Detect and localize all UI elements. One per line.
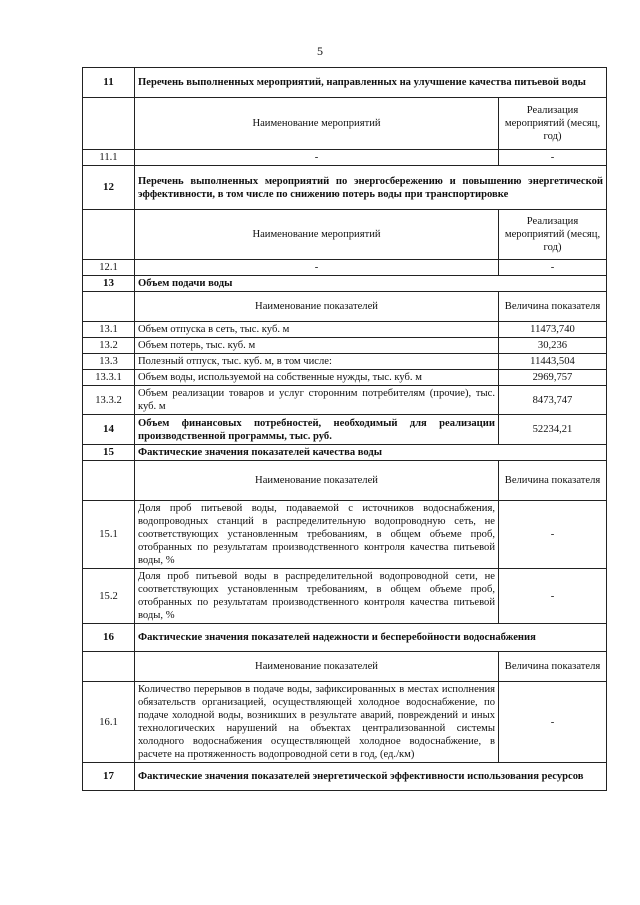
column-header-name: Наименование показателей	[135, 652, 499, 682]
column-header-name: Наименование мероприятий	[135, 210, 499, 260]
report-table	[82, 67, 607, 791]
section-16-header	[83, 624, 607, 652]
table-row	[83, 370, 607, 386]
row-number: 13.3.1	[83, 370, 135, 386]
section-12-header	[83, 166, 607, 210]
table-row	[83, 150, 607, 166]
section-17-header	[83, 763, 607, 791]
row-name: Объем потерь, тыс. куб. м	[135, 338, 499, 354]
table-row	[83, 386, 607, 415]
column-header-value: Реализация мероприятий (месяц, год)	[499, 210, 607, 260]
row-number: 16.1	[83, 682, 135, 763]
row-value: 8473,747	[499, 386, 607, 415]
section-title: Перечень выполненных мероприятий по энергосбережению и повышению энергетической эффективности, в том числе по снижению потерь воды при транспортировке	[135, 166, 607, 210]
section-title: Перечень выполненных мероприятий, направленных на улучшение качества питьевой воды	[135, 68, 607, 98]
table-row	[83, 322, 607, 338]
section-value: 52234,21	[499, 415, 607, 445]
section-15-columns	[83, 461, 607, 501]
row-value: 11443,504	[499, 354, 607, 370]
section-11-columns	[83, 98, 607, 150]
section-12-columns	[83, 210, 607, 260]
section-number: 14	[83, 415, 135, 445]
column-header-value: Величина показателя	[499, 292, 607, 322]
column-header-value: Величина показателя	[499, 652, 607, 682]
section-title: Фактические значения показателей качества воды	[135, 445, 607, 461]
row-number: 12.1	[83, 260, 135, 276]
row-number: 13.3	[83, 354, 135, 370]
column-header-value: Величина показателя	[499, 461, 607, 501]
row-name: Объем отпуска в сеть, тыс. куб. м	[135, 322, 499, 338]
row-name: Объем воды, используемой на собственные нужды, тыс. куб. м	[135, 370, 499, 386]
table-row	[83, 338, 607, 354]
row-name: Доля проб питьевой воды в распределительной водопроводной сети, не соответствующих установленным требованиям, в общем объеме проб, отобранных по результатам производственного контроля качества питьевой воды, %	[135, 569, 499, 624]
section-number: 12	[83, 166, 135, 210]
table-row	[83, 501, 607, 569]
section-number: 16	[83, 624, 135, 652]
column-header-value: Реализация мероприятий (месяц, год)	[499, 98, 607, 150]
row-value: -	[499, 150, 607, 166]
section-13-header	[83, 276, 607, 292]
row-number: 13.1	[83, 322, 135, 338]
page-number: 5	[317, 44, 323, 58]
table-row	[83, 682, 607, 763]
row-name: -	[135, 260, 499, 276]
row-number: 15.2	[83, 569, 135, 624]
section-16-columns	[83, 652, 607, 682]
section-15-header	[83, 445, 607, 461]
section-11-header	[83, 68, 607, 98]
table-row	[83, 569, 607, 624]
section-title: Объем подачи воды	[135, 276, 607, 292]
row-number: 11.1	[83, 150, 135, 166]
row-value: -	[499, 569, 607, 624]
section-13-columns	[83, 292, 607, 322]
row-number: 15.1	[83, 501, 135, 569]
row-value: -	[499, 501, 607, 569]
row-value: -	[499, 260, 607, 276]
section-title: Фактические значения показателей энергетической эффективности использования ресурсов	[135, 763, 607, 791]
section-title: Объем финансовых потребностей, необходимый для реализации производственной программы, тыс. руб.	[135, 415, 499, 445]
row-value: 11473,740	[499, 322, 607, 338]
table-row	[83, 260, 607, 276]
section-number: 13	[83, 276, 135, 292]
row-name: Количество перерывов в подаче воды, зафиксированных в местах исполнения обязательств организацией, осуществляющей холодное водоснабжение, по подаче холодной воды, возникших в результате аварий, повреждений и иных технологических нарушений на объектах централизованной системы холодного водоснабжения осуществляющей холодное водоснабжение, в расчете на протяженность водопроводной сети в год, (ед./км)	[135, 682, 499, 763]
row-name: Полезный отпуск, тыс. куб. м, в том числе:	[135, 354, 499, 370]
row-name: Объем реализации товаров и услуг сторонним потребителям (прочие), тыс. куб. м	[135, 386, 499, 415]
section-14-row	[83, 415, 607, 445]
row-number: 13.2	[83, 338, 135, 354]
column-header-name: Наименование мероприятий	[135, 98, 499, 150]
row-name: Доля проб питьевой воды, подаваемой с источников водоснабжения, водопроводных станций в распределительную водопроводную сеть, не соответствующих установленным требованиям, в общем объеме проб, отобранных по результатам производственного контроля качества питьевой воды, %	[135, 501, 499, 569]
row-name: -	[135, 150, 499, 166]
section-number: 15	[83, 445, 135, 461]
column-header-name: Наименование показателей	[135, 461, 499, 501]
row-value: 2969,757	[499, 370, 607, 386]
section-number: 11	[83, 68, 135, 98]
column-header-name: Наименование показателей	[135, 292, 499, 322]
section-title: Фактические значения показателей надежности и бесперебойности водоснабжения	[135, 624, 607, 652]
row-value: -	[499, 682, 607, 763]
section-number: 17	[83, 763, 135, 791]
row-number: 13.3.2	[83, 386, 135, 415]
table-row	[83, 354, 607, 370]
row-value: 30,236	[499, 338, 607, 354]
